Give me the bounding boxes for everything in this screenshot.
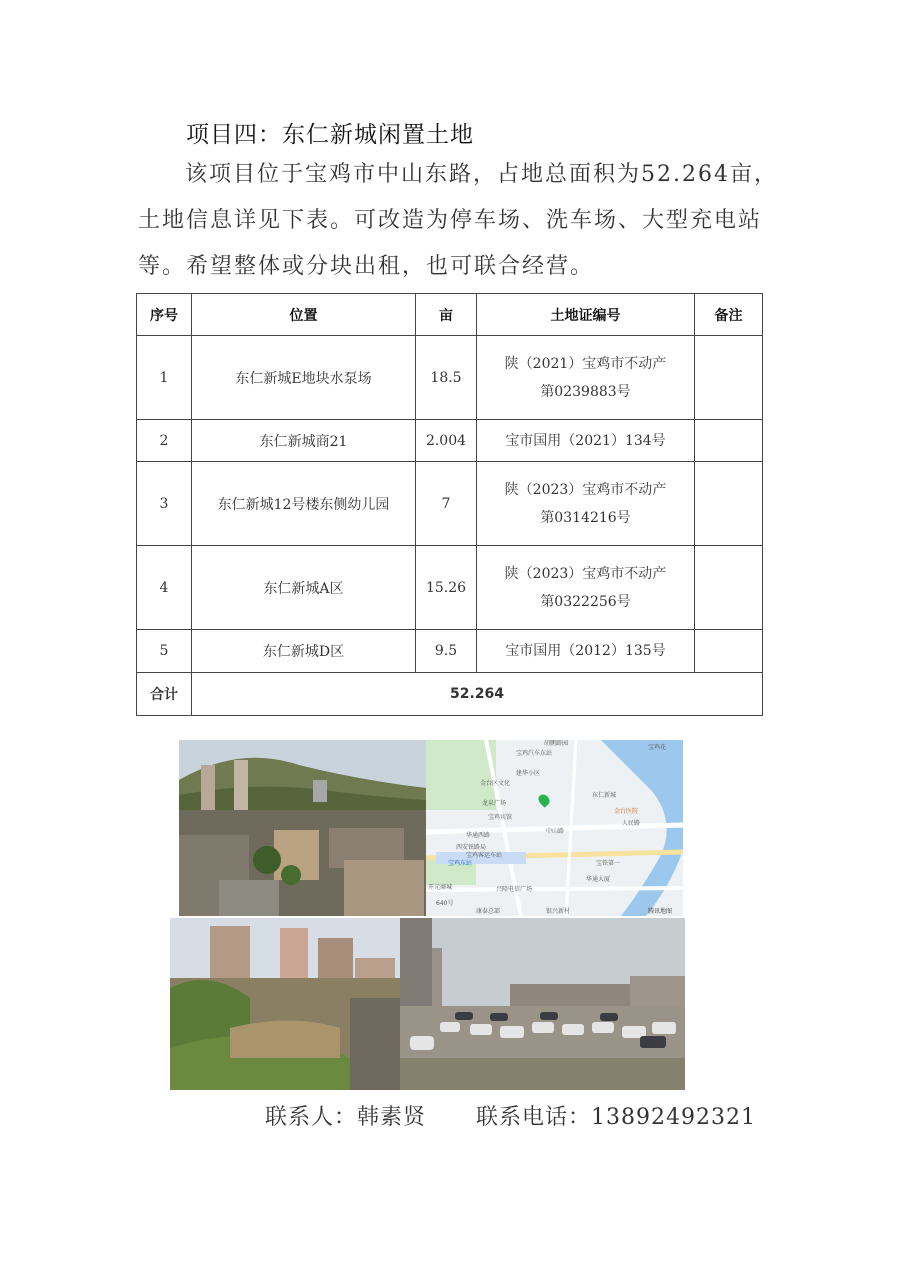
header-location: 位置 — [192, 294, 416, 336]
map-label: 建华小区 — [516, 770, 541, 777]
site-photo-hillside — [179, 740, 426, 916]
map-label: 开元商城 — [428, 884, 453, 891]
description-line-2: 土地信息详见下表。可改造为停车场、洗车场、大型充电站 — [138, 208, 763, 233]
map-label: 华通西路 — [466, 832, 491, 839]
hillside-photo-image — [179, 740, 426, 916]
header-mu: 亩 — [416, 294, 477, 336]
cert-line-1: 陕（2021）宝鸡市不动产 — [504, 355, 667, 372]
row-no: 1 — [137, 336, 192, 420]
cert-line-2: 第0314216号 — [540, 509, 631, 526]
row-note — [695, 546, 763, 630]
map-label: 胡鹏路园 — [544, 740, 569, 747]
cert-line-2: 第0239883号 — [540, 383, 631, 400]
row-note — [695, 420, 763, 462]
cert-line-1: 宝市国用（2012）135号 — [505, 643, 666, 659]
map-label: 宝鸡东站 — [448, 860, 473, 867]
total-value: 52.264 — [192, 673, 763, 716]
row-no: 4 — [137, 546, 192, 630]
map-label: 宝鸡汽车东站 — [516, 750, 553, 757]
parking-lot-photo-image — [400, 918, 685, 1090]
row-no: 2 — [137, 420, 192, 462]
map-label: 金台区文化 — [480, 780, 511, 787]
site-photo-parking-lot — [400, 918, 685, 1090]
row-location: 东仁新城商21 — [192, 420, 416, 462]
row-mu: 15.26 — [416, 546, 477, 630]
contact-phone[interactable]: 联系电话：13892492321 — [476, 1105, 756, 1130]
row-mu: 2.004 — [416, 420, 477, 462]
row-no: 3 — [137, 462, 192, 546]
table-row — [137, 546, 763, 630]
map-label: 640号 — [436, 900, 454, 907]
land-info-table — [136, 293, 763, 716]
cert-line-1: 陕（2023）宝鸡市不动产 — [504, 481, 667, 498]
row-mu: 9.5 — [416, 630, 477, 673]
description-line-1: 该项目位于宝鸡市中山东路，占地总面积为52.264亩， — [185, 162, 778, 187]
map-label: 宝鸡客运车站 — [466, 852, 503, 859]
row-cert — [477, 462, 695, 546]
row-cert — [477, 546, 695, 630]
row-no: 5 — [137, 630, 192, 673]
row-location: 东仁新城A区 — [192, 546, 416, 630]
row-location: 东仁新城12号楼东侧幼儿园 — [192, 462, 416, 546]
map-label: 宝鸡花 — [648, 744, 667, 751]
header-cert: 土地证编号 — [477, 294, 695, 336]
table-row — [137, 630, 763, 673]
cert-line-1: 陕（2023）宝鸡市不动产 — [504, 565, 667, 582]
row-cert — [477, 336, 695, 420]
contact-person: 联系人：韩素贤 — [265, 1105, 427, 1130]
map-label: 中山路 — [546, 828, 565, 835]
cert-line-2: 第0322256号 — [540, 593, 631, 610]
description-line-3: 等。希望整体或分块出租，也可联合经营。 — [138, 254, 595, 279]
map-label: 金台医院 — [614, 808, 639, 815]
header-no: 序号 — [137, 294, 192, 336]
map-label: 康泰总部 — [476, 908, 501, 915]
table-row — [137, 420, 763, 462]
table-header-row — [137, 294, 763, 336]
row-mu: 7 — [416, 462, 477, 546]
contact-info — [265, 1100, 756, 1131]
row-note — [695, 462, 763, 546]
table-row — [137, 462, 763, 546]
map-label: 银兴新村 — [546, 908, 571, 915]
map-label: 宝鸡宾馆 — [488, 814, 513, 821]
map-label: 西安铁路局 — [456, 844, 487, 851]
row-cert — [477, 630, 695, 673]
row-cert — [477, 420, 695, 462]
site-photo-vacant-lot — [170, 918, 400, 1090]
cert-line-1: 宝市国用（2021）134号 — [505, 432, 666, 449]
location-map[interactable] — [426, 740, 683, 916]
header-note: 备注 — [695, 294, 763, 336]
map-label: 兴隆电信广场 — [496, 886, 533, 893]
project-description — [138, 152, 778, 290]
total-label: 合计 — [137, 673, 192, 716]
row-mu: 18.5 — [416, 336, 477, 420]
table-row — [137, 336, 763, 420]
map-label: 龙泉广场 — [482, 800, 507, 807]
row-location: 东仁新城D区 — [192, 630, 416, 673]
map-watermark: 腾讯地图 — [648, 908, 673, 915]
map-label: 东仁新城 — [592, 792, 617, 799]
row-location: 东仁新城E地块水泵场 — [192, 336, 416, 420]
row-note — [695, 336, 763, 420]
map-label: 华通大厦 — [586, 876, 611, 883]
map-label: 宝铁第一 — [596, 860, 621, 867]
row-note — [695, 630, 763, 673]
vacant-lot-photo-image — [170, 918, 400, 1090]
section-heading: 项目四：东仁新城闲置土地 — [186, 122, 474, 148]
table-total-row — [137, 673, 763, 716]
map-label: 人民路 — [622, 820, 641, 827]
